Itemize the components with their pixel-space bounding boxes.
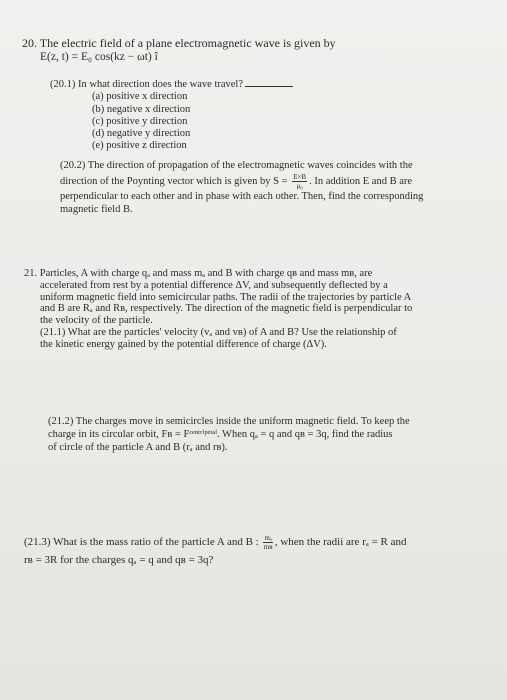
question-21-line: accelerated from rest by a potential difference ΔV, and subsequently deflected by a [40, 279, 388, 291]
question-21-3-line-2: rʙ = 3R for the charges qₐ = q and qʙ = 3q? [24, 554, 214, 566]
question-21-3 [24, 533, 494, 569]
question-20-2-line-2: direction of the Poynting vector which is given by S = $\frac{E\times B}{\text{μ₀}}$ . In addition E and B are [60, 172, 413, 190]
question-20-1 [50, 77, 490, 153]
question-21-1-line: the kinetic energy gained by the potential difference of charge (ΔV). [40, 338, 327, 350]
question-21-2-line: charge in its circular orbit, Fʙ = Fᶜᵉⁿᵗʳⁱᵖᵉᵗᵃˡ. When qₐ = q and qʙ = 3q, find the radius [48, 428, 393, 440]
mass-ratio-fraction: $\frac{\text{mₐ}}{\text{mʙ}}$ [263, 533, 273, 551]
poynting-fraction: $\frac{E\times B}{\text{μ₀}}$ [293, 172, 307, 190]
question-20-2-line-4: magnetic field B. [60, 204, 133, 215]
question-21-line: 21. Particles, A with charge qₐ and mass mₐ and B with charge qʙ and mass mʙ, are [24, 268, 373, 279]
question-20 [22, 36, 492, 64]
option-a: (a) positive x direction [92, 91, 188, 103]
question-21-3-line-1: (21.3) What is the mass ratio of the particle A and B : $\frac{\text{mₐ}}{\text{mʙ}}$ , when the radii are rₐ = R and [24, 533, 407, 551]
question-21-line: the velocity of the particle. [40, 315, 153, 327]
question-21-line: uniform magnetic field into semicircular paths. The radii of the trajectories by particle A [40, 291, 412, 303]
answer-options [50, 91, 490, 152]
question-20-title: 20. The electric field of a plane electromagnetic wave is given by [22, 36, 336, 50]
answer-blank[interactable] [245, 77, 293, 87]
question-21-2-line: (21.2) The charges move in semicircles inside the uniform magnetic field. To keep the [48, 416, 410, 427]
option-e: (e) positive z direction [92, 140, 187, 152]
option-d: (d) negative y direction [92, 128, 191, 140]
question-21 [24, 268, 494, 351]
question-20-2-line-3: perpendicular to each other and in phase with each other. Then, find the corresponding [60, 190, 424, 202]
question-21-line: and B are Rₐ and Rʙ, respectively. The direction of the magnetic field is perpendicular to [40, 303, 413, 315]
question-20-2 [60, 159, 488, 217]
question-21-1-line: (21.1) What are the particles' velocity (vₐ and vʙ) of A and B? Use the relationship of [40, 326, 397, 338]
question-21-2 [48, 416, 488, 454]
option-c: (c) positive y direction [92, 115, 188, 127]
electric-field-equation: E(z, t) = E₀ cos(kz − ωt) î [40, 51, 158, 63]
option-b: (b) negative x direction [92, 103, 191, 115]
question-20-2-line-1: (20.2) The direction of propagation of the electromagnetic waves coincides with the [60, 160, 413, 171]
question-20-1-prompt: (20.1) In what direction does the wave travel? [50, 77, 490, 91]
question-21-2-line: of circle of the particle A and B (rₐ and rʙ). [48, 441, 228, 453]
